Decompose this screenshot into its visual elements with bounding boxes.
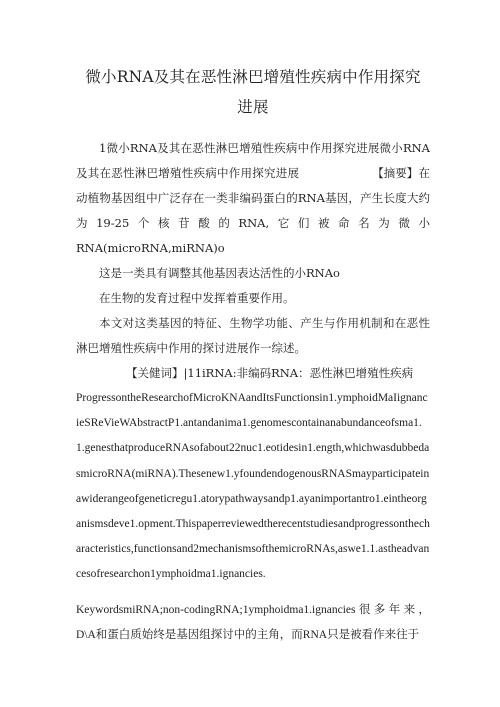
intro-paragraph [76, 136, 430, 261]
intro-lead: 1微小RNA及其在恶性淋巴增殖性疾病中作用探究进展微小RNA及其在恶性淋巴增殖性疾病中作用探究进展 [76, 141, 430, 180]
body-paragraph-3: 本文对这类基因的特征、生物学功能、产生与作用机制和在恶性淋巴增殖性疾病中作用的探讨进展作一综述。 [76, 316, 430, 355]
keywords-cn [76, 361, 430, 386]
abstract-text: 在动植物基因组中广泛存在一类非编码蛋白的RNA基因，产生长度大约为19-25个核苷酸的RNA,它们被命名为微小RNA(microRNA,miRNA)o [76, 166, 430, 255]
keywords-cn-label: 【关健词】 [126, 366, 184, 380]
english-abstract: ProgressontheResearchofMicroKNAandItsFunctionsin1.ymphoidMaIignancieSReVieWAbstractP1.antandanima1.genomescontainanabundanceofsma1.1.genesthatproduceRNAsofabout22nuc1.eotidesin1.ength,whichwasdubbedasmicroRNA(miRNA).Thesenew1.yfoundendogenousRNASmayparticipateinawiderangeofgeneticregu1.atorypathwaysandp1.ayanimportantro1.eintheorganismsdeve1.opment.Thispaperreviewedtherecentstudiesandprogressonthecharacteristics,functionsand2mechanismsofthemicroRNAs,aswe1.1.astheadvancesofresearchon1ymphoidma1.ignancies. [76, 392, 430, 581]
body-paragraph-1: 这是一类具有调整其他基因表达活性的小RNAo [99, 266, 340, 280]
keywords-en: KeywordsmiRNA;non-codingRNA;1ymphoidma1.ignancies很多年来，D\A和蛋白质始终是基因组探讨中的主角，而RNA只是被看作来往于 [76, 603, 430, 641]
document-title: 微小RNA及其在恶性淋巴增殖性疾病中作用探究进展 [85, 68, 421, 116]
abstract-label: 【摘要】 [372, 166, 419, 180]
keywords-cn-text: |11iRNA:非编码RNA：恶性淋巴增殖性疾病 [183, 366, 414, 380]
body-paragraph-2: 在生物的发育过程中发挥着重要作用。 [99, 291, 295, 305]
